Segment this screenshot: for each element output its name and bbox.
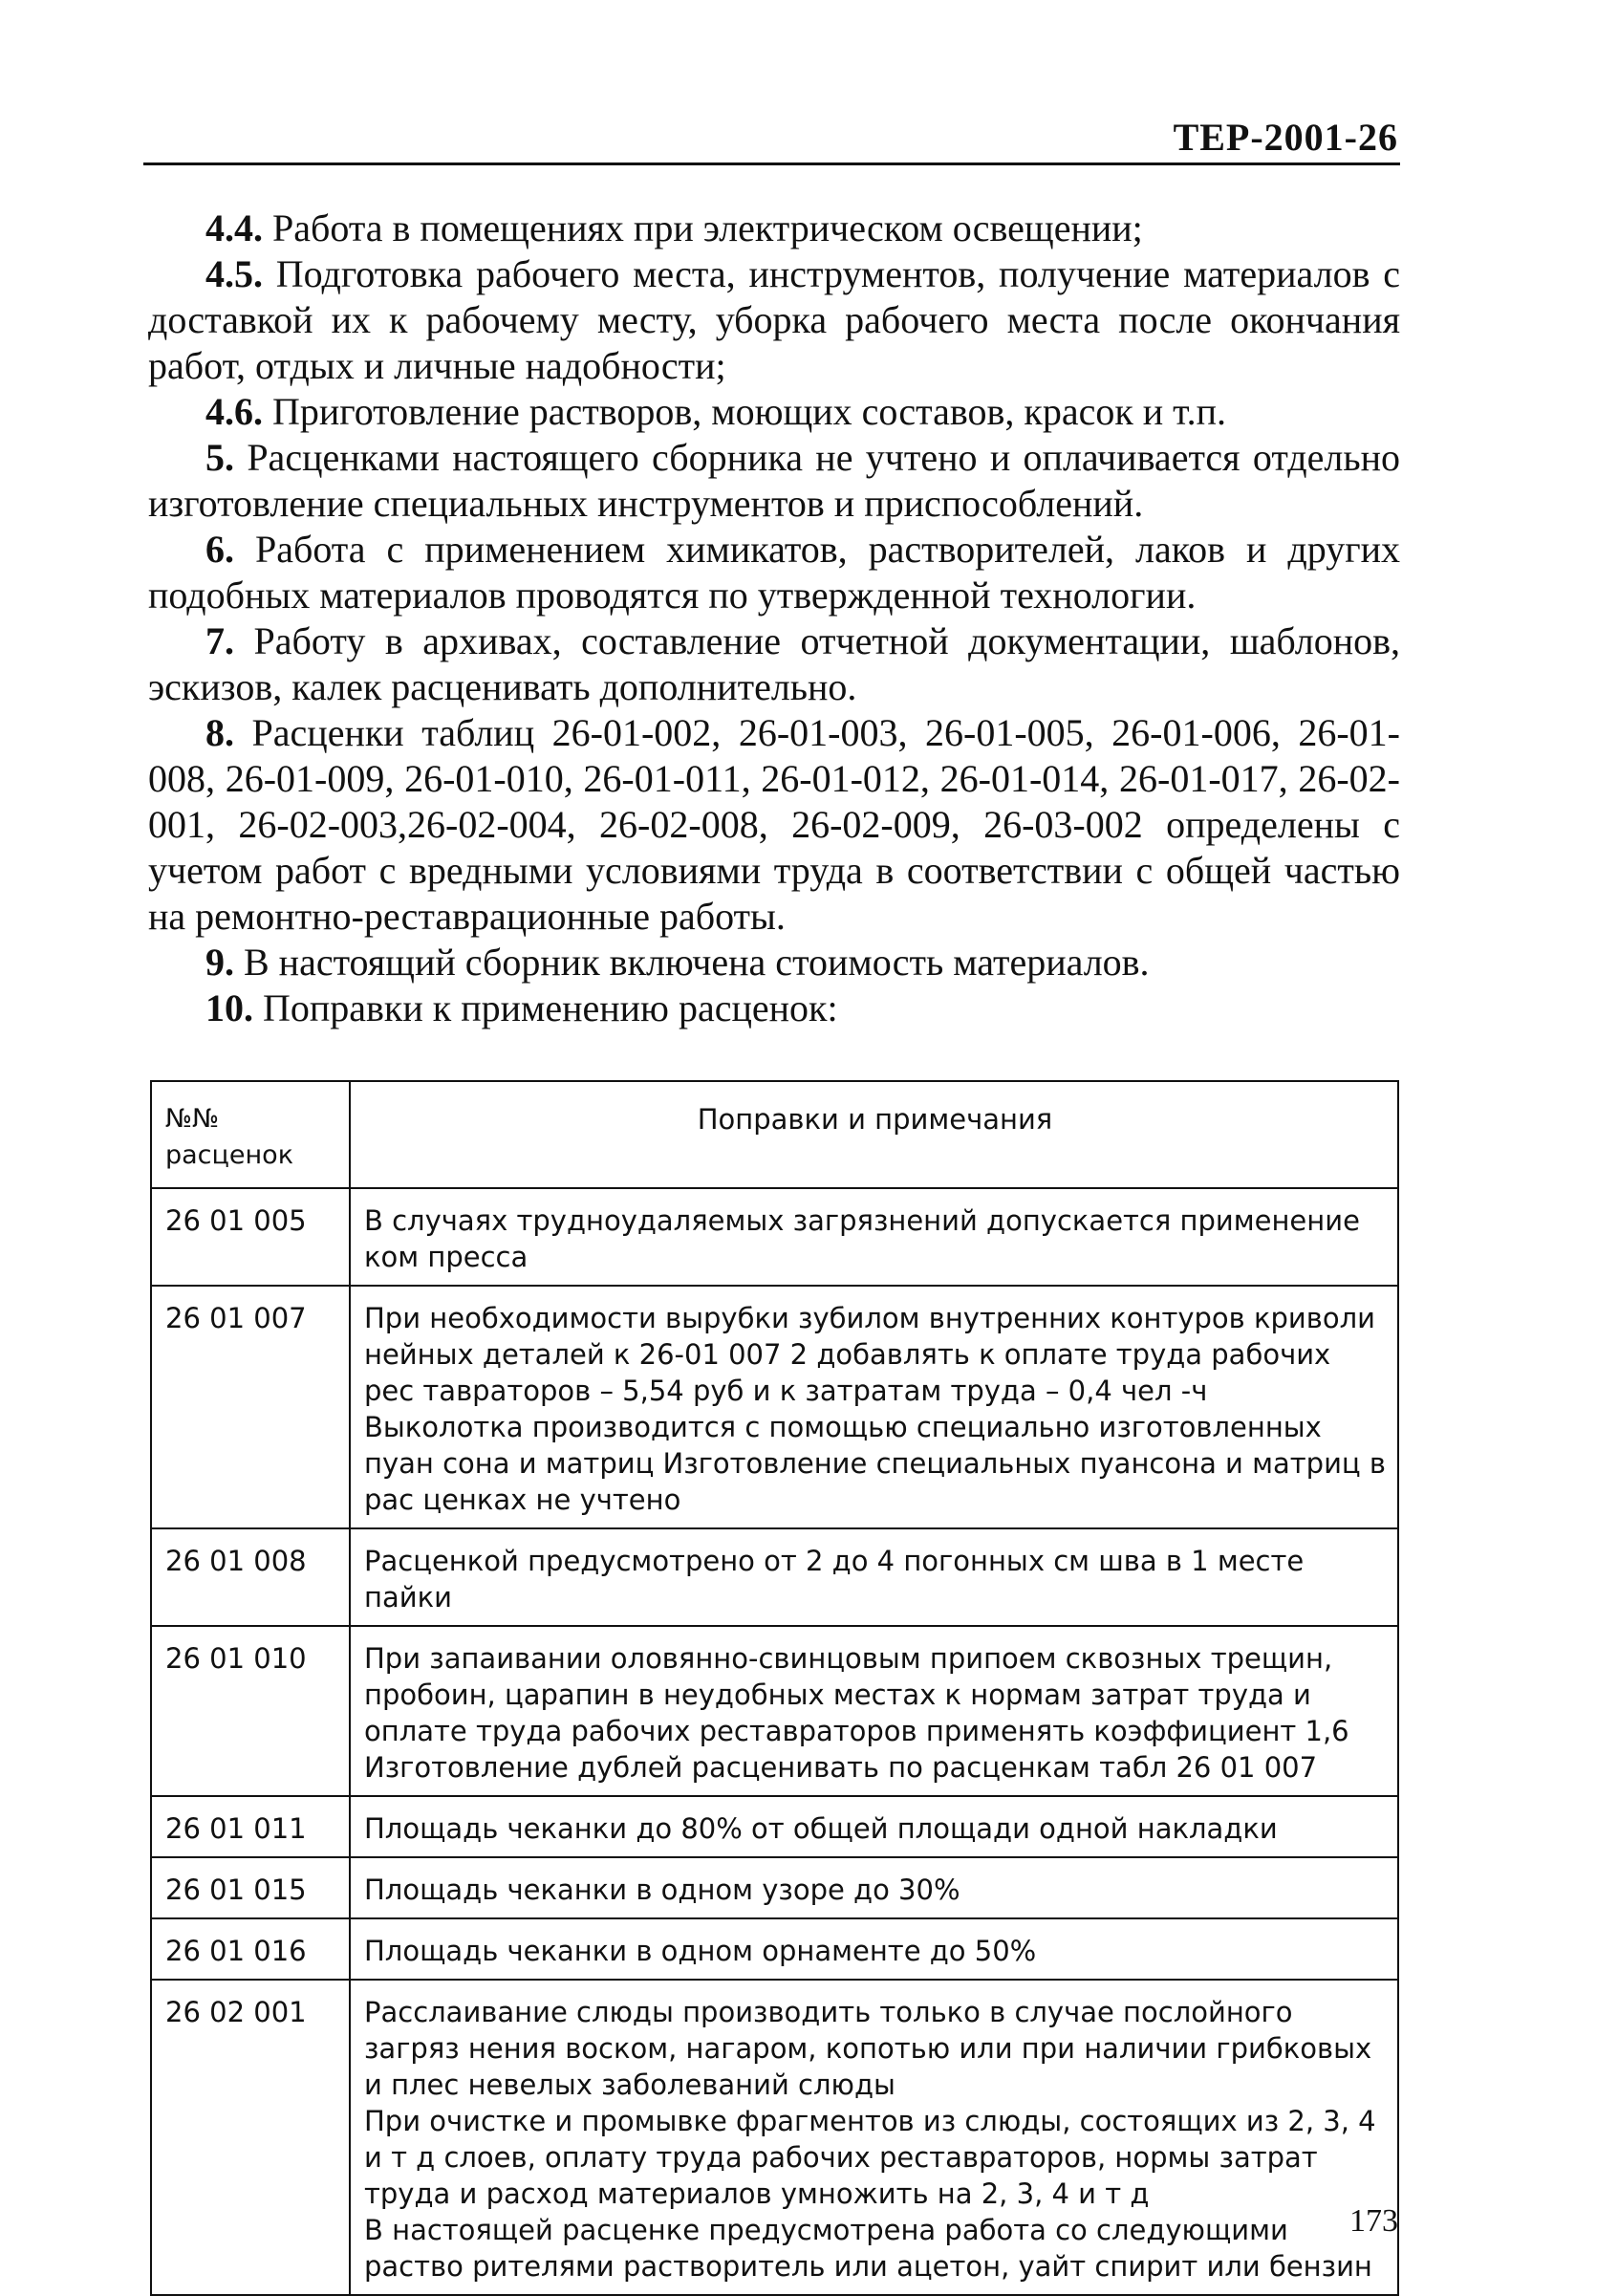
table-row (151, 1626, 1398, 1796)
note-cell (350, 1796, 1398, 1857)
note-line: При запаивании оловянно-свинцовым припоем сквозных трещин, пробоин, царапин в неудобных местах к нормам затрат труда и оплате труда рабочих реставраторов применять коэффициент 1,6 (364, 1642, 1349, 1747)
rate-code: 26 02 001 (151, 1980, 350, 2295)
paragraph (148, 940, 1400, 986)
paragraph-number: 7. (205, 619, 234, 662)
paragraph (148, 435, 1400, 527)
paragraph-text: Работу в архивах, составление отчетной документации, шаблонов, эскизов, калек расценивать дополнительно. (148, 619, 1400, 708)
rate-code: 26 01 015 (151, 1857, 350, 1918)
paragraph-text: Приготовление растворов, моющих составов, красок и т.п. (272, 390, 1227, 433)
note-cell (350, 1918, 1398, 1980)
rate-code: 26 01 008 (151, 1528, 350, 1626)
rate-code: 26 01 005 (151, 1188, 350, 1286)
table-row (151, 1980, 1398, 2295)
table-row (151, 1857, 1398, 1918)
note-line: Площадь чеканки в одном орнаменте до 50% (364, 1935, 1037, 1967)
note-line: В настоящей расценке предусмотрена работа со следующими раство рителями растворитель или ацетон, уайт спирит или бензин (364, 2214, 1372, 2283)
paragraph (148, 206, 1400, 251)
rate-code: 26 01 011 (151, 1796, 350, 1857)
note-cell (350, 1857, 1398, 1918)
note-line: При необходимости вырубки зубилом внутренних контуров криволи нейных деталей к 26-01 007 2 добавлять к оплате труда рабочих рес тавраторов – 5,54 руб и к затратам труда – 0,4 чел -ч (364, 1302, 1375, 1407)
body-text (148, 206, 1400, 1031)
paragraph (148, 618, 1400, 710)
table-row (151, 1796, 1398, 1857)
column-header-notes: Поправки и примечания (350, 1081, 1398, 1188)
paragraph-text: Подготовка рабочего места, инструментов, получение материалов с доставкой их к рабочему месту, уборка рабочего места после окончания работ, отдых и личные надобности; (148, 252, 1400, 387)
paragraph-number: 4.5. (205, 252, 263, 295)
table-row (151, 1528, 1398, 1626)
note-line: Расслаивание слюды производить только в случае послойного загряз нения воском, нагаром, копотью или при наличии грибковых и плес невелых заболеваний слюды (364, 1996, 1372, 2101)
column-header-codes: №№ расценок (151, 1081, 350, 1188)
paragraph-text: Расценки таблиц 26-01-002, 26-01-003, 26-01-005, 26-01-006, 26-01-008, 26-01-009, 26-01-010, 26-01-011, 26-01-012, 26-01-014, 26-01-017, 26-02-001, 26-02-003,26-02-004, 26-02-008, 26-02-009, 26-03-002 определены с учетом работ с вредными условиями труда в соответствии с общей частью на ремонтно-реставрационные работы. (148, 711, 1401, 938)
paragraph-number: 4.6. (205, 390, 263, 433)
paragraph-number: 5. (205, 436, 234, 479)
paragraph-number: 9. (205, 941, 234, 984)
note-line: Площадь чеканки в одном узоре до 30% (364, 1874, 960, 1906)
rate-code: 26 01 010 (151, 1626, 350, 1796)
table-row (151, 1918, 1398, 1980)
note-line: Изготовление дублей расценивать по расценкам табл 26 01 007 (364, 1751, 1318, 1784)
paragraph-text: В настоящий сборник включена стоимость материалов. (244, 941, 1150, 984)
paragraph-text: Расценками настоящего сборника не учтено и оплачивается отдельно изготовление специальных инструментов и приспособлений. (148, 436, 1401, 525)
amendments-table (150, 1080, 1399, 2296)
paragraph-number: 8. (205, 711, 234, 754)
header-rule (143, 162, 1400, 165)
paragraph (148, 389, 1400, 435)
paragraph-number: 4.4. (205, 206, 263, 249)
document-code: ТЕР-2001-26 (1173, 116, 1398, 159)
paragraph-number: 10. (205, 986, 253, 1029)
paragraph (148, 986, 1400, 1031)
table-row (151, 1188, 1398, 1286)
note-cell (350, 1188, 1398, 1286)
note-line: Выколотка производится с помощью специально изготовленных пуан сона и матриц Изготовление специальных пуансона и матриц в рас ценках не учтено (364, 1411, 1386, 1516)
note-line: Расценкой предусмотрено от 2 до 4 погонных см шва в 1 месте пайки (364, 1545, 1305, 1614)
page-number: 173 (1349, 2203, 1398, 2239)
note-line: Площадь чеканки до 80% от общей площади одной накладки (364, 1812, 1278, 1845)
note-line: При очистке и промывке фрагментов из слюды, состоящих из 2, 3, 4 и т д слоев, оплату труда рабочих реставраторов, нормы затрат труда и расход материалов умножить на 2, 3, 4 и т д (364, 2105, 1376, 2210)
table-row (151, 1286, 1398, 1528)
rate-code: 26 01 016 (151, 1918, 350, 1980)
note-cell (350, 1528, 1398, 1626)
rate-code: 26 01 007 (151, 1286, 350, 1528)
paragraph-text: Работа в помещениях при электрическом освещении; (272, 206, 1143, 249)
paragraph (148, 527, 1400, 618)
paragraph (148, 710, 1400, 940)
paragraph-text: Поправки к применению расценок: (263, 986, 838, 1029)
paragraph-number: 6. (205, 528, 234, 571)
paragraph-text: Работа с применением химикатов, растворителей, лаков и других подобных материалов проводятся по утвержденной технологии. (148, 528, 1401, 617)
note-cell (350, 1626, 1398, 1796)
note-line: В случаях трудноудаляемых загрязнений допускается применение ком пресса (364, 1204, 1360, 1273)
paragraph (148, 251, 1400, 389)
table-header-row (151, 1081, 1398, 1188)
note-cell (350, 1286, 1398, 1528)
note-cell (350, 1980, 1398, 2295)
